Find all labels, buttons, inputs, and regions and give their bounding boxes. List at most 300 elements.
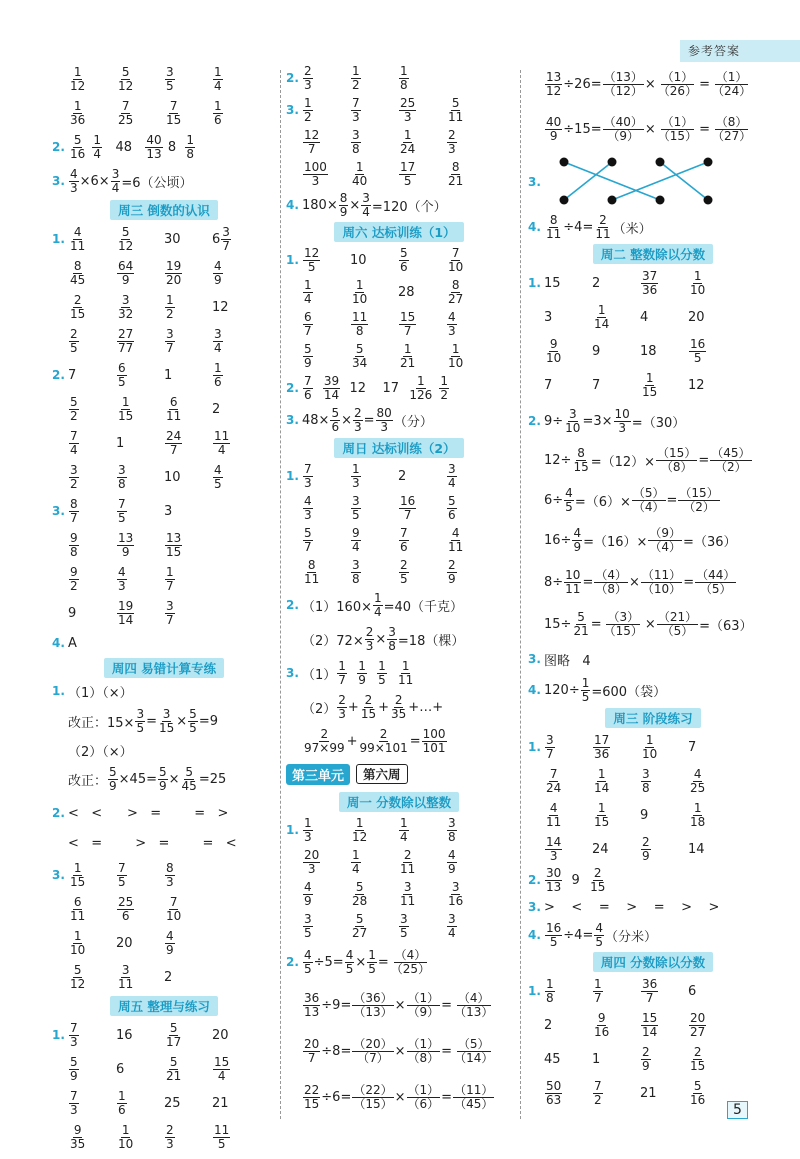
- fraction-denominator: 3: [365, 638, 374, 653]
- fraction: [117, 100, 134, 126]
- answer-text: 1: [116, 435, 125, 451]
- answer-cell: [164, 1056, 212, 1082]
- answer-cell: [68, 498, 116, 524]
- answer-cell: [688, 768, 736, 794]
- fraction: [387, 626, 397, 652]
- fraction-denominator: 8: [448, 829, 456, 844]
- fraction-denominator: 45: [70, 272, 86, 287]
- fraction-denominator: 3: [70, 1034, 78, 1049]
- fraction-numerator: 5: [158, 764, 167, 779]
- fraction: [376, 407, 393, 433]
- fraction: [641, 836, 651, 862]
- fraction: [593, 304, 610, 330]
- answer-cell: [398, 913, 446, 939]
- unit-title: 第三单元: [286, 764, 350, 785]
- fraction: [221, 226, 231, 252]
- expression: [544, 71, 753, 97]
- answer-row: [286, 814, 512, 846]
- answer-cell: [68, 532, 116, 558]
- answer-text: 30: [164, 231, 181, 247]
- fraction-numerator: 64: [118, 258, 134, 273]
- fraction-numerator: 3: [121, 962, 130, 977]
- fraction: [303, 949, 313, 975]
- question-number: 3.: [52, 868, 65, 882]
- fraction-denominator: 15: [690, 1058, 706, 1073]
- fraction-numerator: （1）: [407, 990, 440, 1005]
- fraction-denominator: 12: [70, 78, 86, 93]
- fraction-denominator: 5: [400, 571, 408, 586]
- fraction-denominator: 8: [70, 544, 78, 559]
- fraction: [117, 964, 134, 990]
- answer-text: =40（千克）: [383, 599, 464, 615]
- column-divider: [280, 70, 281, 1119]
- fraction-numerator: 1: [121, 1122, 130, 1137]
- fraction-numerator: 1: [118, 1088, 126, 1103]
- answer-text: 2: [212, 401, 221, 417]
- section-heading: [528, 706, 778, 730]
- answer-text: ×: [341, 412, 352, 428]
- answer-cell: [164, 470, 212, 485]
- fraction-denominator: 2: [70, 578, 78, 593]
- answer-text: [87, 140, 91, 155]
- fraction-denominator: 21: [448, 173, 464, 188]
- question-number: 2.: [528, 414, 541, 428]
- answer-cell: [398, 161, 446, 187]
- answer-cell: [592, 1052, 640, 1067]
- fraction-numerator: 2: [400, 557, 408, 572]
- answer-cell: [446, 495, 494, 521]
- fraction-denominator: （4）: [632, 499, 665, 514]
- question-number: 3.: [286, 103, 299, 117]
- answer-text: 2: [592, 275, 601, 291]
- fraction-denominator: 7: [645, 990, 654, 1005]
- fraction-numerator: 6: [73, 894, 82, 909]
- fraction-numerator: 3: [448, 911, 456, 926]
- fraction-denominator: （15）: [603, 623, 643, 638]
- fraction-numerator: （4）: [457, 990, 490, 1005]
- fraction: [641, 270, 658, 296]
- fraction-numerator: 8: [73, 258, 82, 273]
- expression: [68, 134, 196, 160]
- fraction: [117, 464, 127, 490]
- answer-cell: [350, 65, 398, 91]
- answer-cell: [398, 559, 446, 585]
- answer-cell: [544, 1018, 592, 1033]
- answer-row: [528, 604, 778, 644]
- fraction-denominator: 4: [362, 204, 370, 219]
- section-badge: 周一 分数除以整数: [339, 792, 459, 812]
- fraction-denominator: （26）: [657, 83, 698, 98]
- answer-cell: [68, 294, 116, 320]
- answer-cell: [68, 260, 116, 286]
- fraction-numerator: 1: [186, 132, 194, 147]
- fraction: [710, 447, 751, 473]
- answer-text: ÷9=: [321, 997, 352, 1013]
- section-heading: [528, 242, 778, 266]
- fraction-denominator: 3: [304, 829, 312, 844]
- expression: [68, 708, 218, 734]
- expression: [544, 116, 753, 142]
- answer-row: [52, 358, 276, 392]
- fraction: [69, 168, 79, 194]
- fraction-denominator: 9: [573, 539, 582, 554]
- fraction-numerator: 9: [70, 530, 78, 545]
- fraction-numerator: 5: [70, 1054, 78, 1069]
- fraction-numerator: 12: [304, 245, 320, 260]
- fraction-numerator: 4: [595, 920, 603, 935]
- fraction-denominator: 3: [352, 109, 360, 124]
- fraction: [323, 375, 340, 401]
- fraction: [303, 161, 328, 187]
- fraction-numerator: 3: [352, 557, 360, 572]
- fraction-numerator: 7: [400, 525, 408, 540]
- fraction: [447, 311, 457, 337]
- fraction-denominator: 6: [448, 507, 456, 522]
- fraction-numerator: （8）: [715, 114, 748, 129]
- fraction-numerator: 20: [690, 1010, 706, 1025]
- fraction-denominator: 11: [304, 571, 320, 586]
- fraction-numerator: 5: [185, 764, 193, 779]
- answer-cell: [68, 896, 116, 922]
- answer-text: 6÷: [544, 492, 564, 508]
- answer-cell: [116, 498, 164, 524]
- answer-text: =6（公顷）: [121, 175, 193, 191]
- question-number: 3.: [286, 413, 299, 427]
- fraction-denominator: 3: [618, 420, 626, 435]
- fraction-numerator: 5: [70, 394, 78, 409]
- fraction-numerator: 7: [70, 1020, 78, 1035]
- fraction: [117, 294, 134, 320]
- fraction-denominator: 20: [166, 272, 182, 287]
- answer-cell: [116, 100, 164, 126]
- answer-text: （2）72×: [302, 633, 364, 649]
- fraction-denominator: 27: [352, 925, 368, 940]
- answer-row: [52, 96, 276, 130]
- fraction: [303, 311, 313, 337]
- fraction-numerator: 16: [546, 920, 562, 935]
- fraction-denominator: 11: [70, 908, 86, 923]
- fraction-numerator: 1: [401, 658, 410, 673]
- fraction-denominator: 9: [70, 1068, 78, 1083]
- fraction-numerator: 4: [166, 928, 174, 943]
- answer-text: 12÷: [544, 452, 572, 468]
- answer-row: [286, 190, 512, 220]
- answer-text: 7: [688, 739, 697, 755]
- answer-row: [286, 62, 512, 94]
- fraction: [117, 1124, 134, 1150]
- fraction-numerator: 1: [416, 373, 425, 388]
- fraction-numerator: 4: [448, 309, 456, 324]
- answer-text: 3: [544, 309, 553, 325]
- answer-cell: [164, 1124, 212, 1150]
- fraction-numerator: （4）: [595, 567, 627, 582]
- fraction-denominator: 8: [388, 638, 396, 653]
- answer-cell: [544, 378, 592, 393]
- fraction-denominator: 6: [400, 259, 408, 274]
- fraction-denominator: 16: [70, 146, 86, 161]
- fraction-denominator: 15: [158, 720, 175, 735]
- fraction-numerator: 9: [597, 1010, 606, 1025]
- fraction: [69, 1124, 86, 1150]
- answer-cell: [302, 161, 350, 187]
- fraction-denominator: 4: [400, 829, 408, 844]
- answer-row: [286, 690, 512, 724]
- fraction-numerator: 3: [362, 190, 370, 205]
- answer-cell: [446, 311, 494, 337]
- answer-text: =: [441, 1089, 453, 1105]
- answer-cell: [544, 1080, 592, 1106]
- fraction-denominator: 8: [186, 146, 194, 161]
- answer-text: =: [441, 1043, 453, 1059]
- answer-cell: [350, 129, 398, 155]
- fraction-numerator: 1: [594, 976, 602, 991]
- answer-cell: [446, 279, 494, 305]
- answer-column-3: [528, 62, 778, 1119]
- fraction-denominator: 2: [166, 306, 174, 321]
- fraction-denominator: 40: [352, 173, 368, 188]
- fraction-numerator: 8: [549, 212, 558, 227]
- fraction-denominator: 15: [166, 544, 182, 559]
- expression: [302, 949, 432, 975]
- fraction: [447, 97, 464, 123]
- answer-row: [52, 130, 276, 164]
- fraction-numerator: 7: [352, 95, 360, 110]
- answer-row: [52, 1120, 276, 1154]
- fraction-denominator: 3: [448, 323, 456, 338]
- fraction-denominator: 2: [70, 408, 78, 423]
- fraction-denominator: 4: [217, 1068, 226, 1083]
- answer-cell: [640, 836, 688, 862]
- answer-cell: [640, 372, 688, 398]
- answer-text: ×: [355, 954, 367, 970]
- fraction-numerator: 1: [166, 564, 174, 579]
- fraction-denominator: 10: [642, 746, 658, 761]
- fraction-denominator: （24）: [711, 83, 752, 98]
- answer-row: [286, 1074, 512, 1120]
- fraction-numerator: 1: [400, 815, 408, 830]
- expression: [544, 650, 591, 669]
- fraction: [337, 660, 347, 686]
- fraction: [165, 66, 175, 92]
- fraction: [351, 913, 368, 939]
- fraction-numerator: 1: [546, 976, 554, 991]
- fraction-denominator: 5: [549, 934, 558, 949]
- fraction-numerator: 2: [364, 692, 373, 707]
- fraction-numerator: 7: [304, 373, 312, 388]
- expression: [302, 728, 448, 754]
- fraction-numerator: 7: [121, 98, 130, 113]
- match-line: [564, 162, 612, 200]
- answer-cell: [164, 260, 212, 286]
- fraction-numerator: 2: [320, 726, 329, 741]
- expression: [544, 527, 736, 553]
- fraction-denominator: 16: [594, 1024, 610, 1039]
- fraction-denominator: 7: [169, 442, 178, 457]
- answer-row: [528, 764, 778, 798]
- answer-row: [52, 392, 276, 426]
- answer-cell: [592, 1012, 640, 1038]
- fraction: [117, 362, 127, 388]
- answer-cell: [446, 97, 494, 123]
- fraction: [641, 978, 658, 1004]
- answer-cell: [640, 808, 688, 823]
- fraction: [353, 407, 363, 433]
- fraction-denominator: 15: [642, 384, 658, 399]
- question-number: 1.: [528, 984, 541, 998]
- fraction: [165, 532, 182, 558]
- answer-text: ×: [349, 197, 361, 213]
- fraction: [181, 766, 198, 792]
- fraction: [399, 97, 416, 123]
- answer-text: 21: [212, 1095, 229, 1111]
- fraction-denominator: 7: [304, 539, 312, 554]
- answer-cell: [302, 247, 350, 273]
- answer-cell: [302, 913, 350, 939]
- fraction: [594, 214, 611, 240]
- fraction-numerator: 1: [355, 159, 364, 174]
- answer-cell: [398, 343, 446, 369]
- fraction-denominator: 10: [690, 282, 706, 297]
- answer-cell: [116, 600, 164, 626]
- answer-cell: [350, 495, 398, 521]
- fraction: [399, 527, 409, 553]
- answer-text: 20: [212, 1027, 229, 1043]
- fraction-denominator: 17: [166, 1034, 182, 1049]
- answer-cell: [544, 734, 592, 760]
- fraction-numerator: 2: [403, 847, 412, 862]
- fraction: [407, 1084, 441, 1110]
- fraction-denominator: 7: [338, 672, 346, 687]
- fraction-numerator: （5）: [632, 485, 665, 500]
- fraction-denominator: 21: [573, 623, 589, 638]
- fraction-denominator: 4: [70, 442, 78, 457]
- fraction-denominator: 14: [118, 612, 134, 627]
- fraction-numerator: 100: [304, 159, 327, 174]
- fraction: [303, 527, 313, 553]
- fraction-denominator: 3: [380, 419, 388, 434]
- answer-row: [286, 910, 512, 942]
- fraction-numerator: 7: [594, 1078, 602, 1093]
- answer-row: [286, 1028, 512, 1074]
- fraction-numerator: 2: [379, 726, 388, 741]
- expression: [544, 922, 657, 948]
- fraction: [303, 881, 313, 907]
- fraction-denominator: 126: [409, 387, 433, 402]
- fraction: [399, 495, 416, 521]
- question-number: 3.: [286, 666, 299, 680]
- answer-row: [286, 404, 512, 436]
- fraction-numerator: 20: [304, 1036, 320, 1051]
- answer-cell: [68, 368, 116, 383]
- fraction-denominator: 7: [594, 990, 602, 1005]
- fraction: [545, 116, 562, 142]
- answer-row: [528, 440, 778, 480]
- answer-cell: [164, 100, 212, 126]
- fraction-denominator: 3: [311, 173, 320, 188]
- fraction: [213, 1056, 230, 1082]
- fraction-numerator: （3）: [607, 609, 640, 624]
- answer-text: [434, 381, 438, 396]
- fraction: [545, 768, 562, 794]
- fraction: [69, 226, 86, 252]
- fraction-numerator: （9）: [649, 525, 682, 540]
- fraction-denominator: 14: [642, 1024, 658, 1039]
- expression: [302, 694, 443, 720]
- fraction-numerator: 3: [214, 326, 222, 341]
- answer-text: ×: [176, 713, 188, 729]
- fraction: [352, 1084, 393, 1110]
- answer-row: [528, 894, 778, 920]
- answer-text: ÷8=: [321, 1043, 352, 1059]
- fraction: [399, 559, 409, 585]
- fraction: [69, 396, 79, 422]
- fraction-numerator: 9: [549, 336, 558, 351]
- fraction-denominator: 77: [118, 340, 134, 355]
- fraction-denominator: 5: [378, 672, 386, 687]
- fraction: [447, 247, 464, 273]
- fraction: [108, 766, 118, 792]
- fraction-denominator: （25）: [390, 961, 431, 976]
- expression: [302, 992, 495, 1018]
- page-number: 5: [727, 1101, 748, 1119]
- answer-cell: [544, 276, 592, 291]
- answer-cell: [446, 527, 494, 553]
- fraction: [351, 129, 361, 155]
- match-dot: [704, 158, 713, 167]
- fraction-numerator: 9: [70, 564, 78, 579]
- fraction: [641, 1046, 651, 1072]
- answer-cell: [302, 311, 350, 337]
- answer-row: [52, 760, 276, 798]
- fraction-numerator: （15）: [679, 485, 719, 500]
- question-number: 2.: [52, 806, 65, 820]
- expression: [68, 682, 133, 701]
- question-number: 2.: [528, 873, 541, 887]
- fraction-denominator: 5: [214, 476, 222, 491]
- fraction: [117, 260, 134, 286]
- answer-text: =: [377, 954, 389, 970]
- answer-cell: [164, 66, 212, 92]
- answer-cell: [592, 978, 640, 1004]
- fraction-numerator: 4: [118, 564, 126, 579]
- fraction-denominator: 11: [546, 226, 562, 241]
- answer-text: 20: [688, 309, 705, 325]
- fraction: [351, 849, 361, 875]
- fraction: [689, 1080, 706, 1106]
- fraction-numerator: 3: [111, 166, 120, 181]
- fraction-denominator: 3: [338, 706, 346, 721]
- fraction-denominator: 15: [590, 879, 606, 894]
- answer-text: [368, 666, 376, 681]
- answer-cell: [398, 817, 446, 843]
- fraction: [351, 463, 361, 489]
- fraction: [603, 116, 644, 142]
- fraction-denominator: 9: [166, 942, 174, 957]
- fraction: [397, 660, 414, 686]
- fraction: [351, 97, 361, 123]
- fraction: [399, 881, 416, 907]
- answer-row: [52, 290, 276, 324]
- fraction-denominator: 5: [345, 961, 354, 976]
- question-number: 2.: [286, 381, 299, 395]
- answer-row: [52, 494, 276, 528]
- fraction-numerator: 9: [352, 525, 360, 540]
- fraction: [594, 922, 604, 948]
- fraction-numerator: 1: [214, 360, 222, 375]
- fraction-numerator: 27: [118, 326, 134, 341]
- answer-row: [528, 1008, 778, 1042]
- answer-cell: [68, 1090, 116, 1116]
